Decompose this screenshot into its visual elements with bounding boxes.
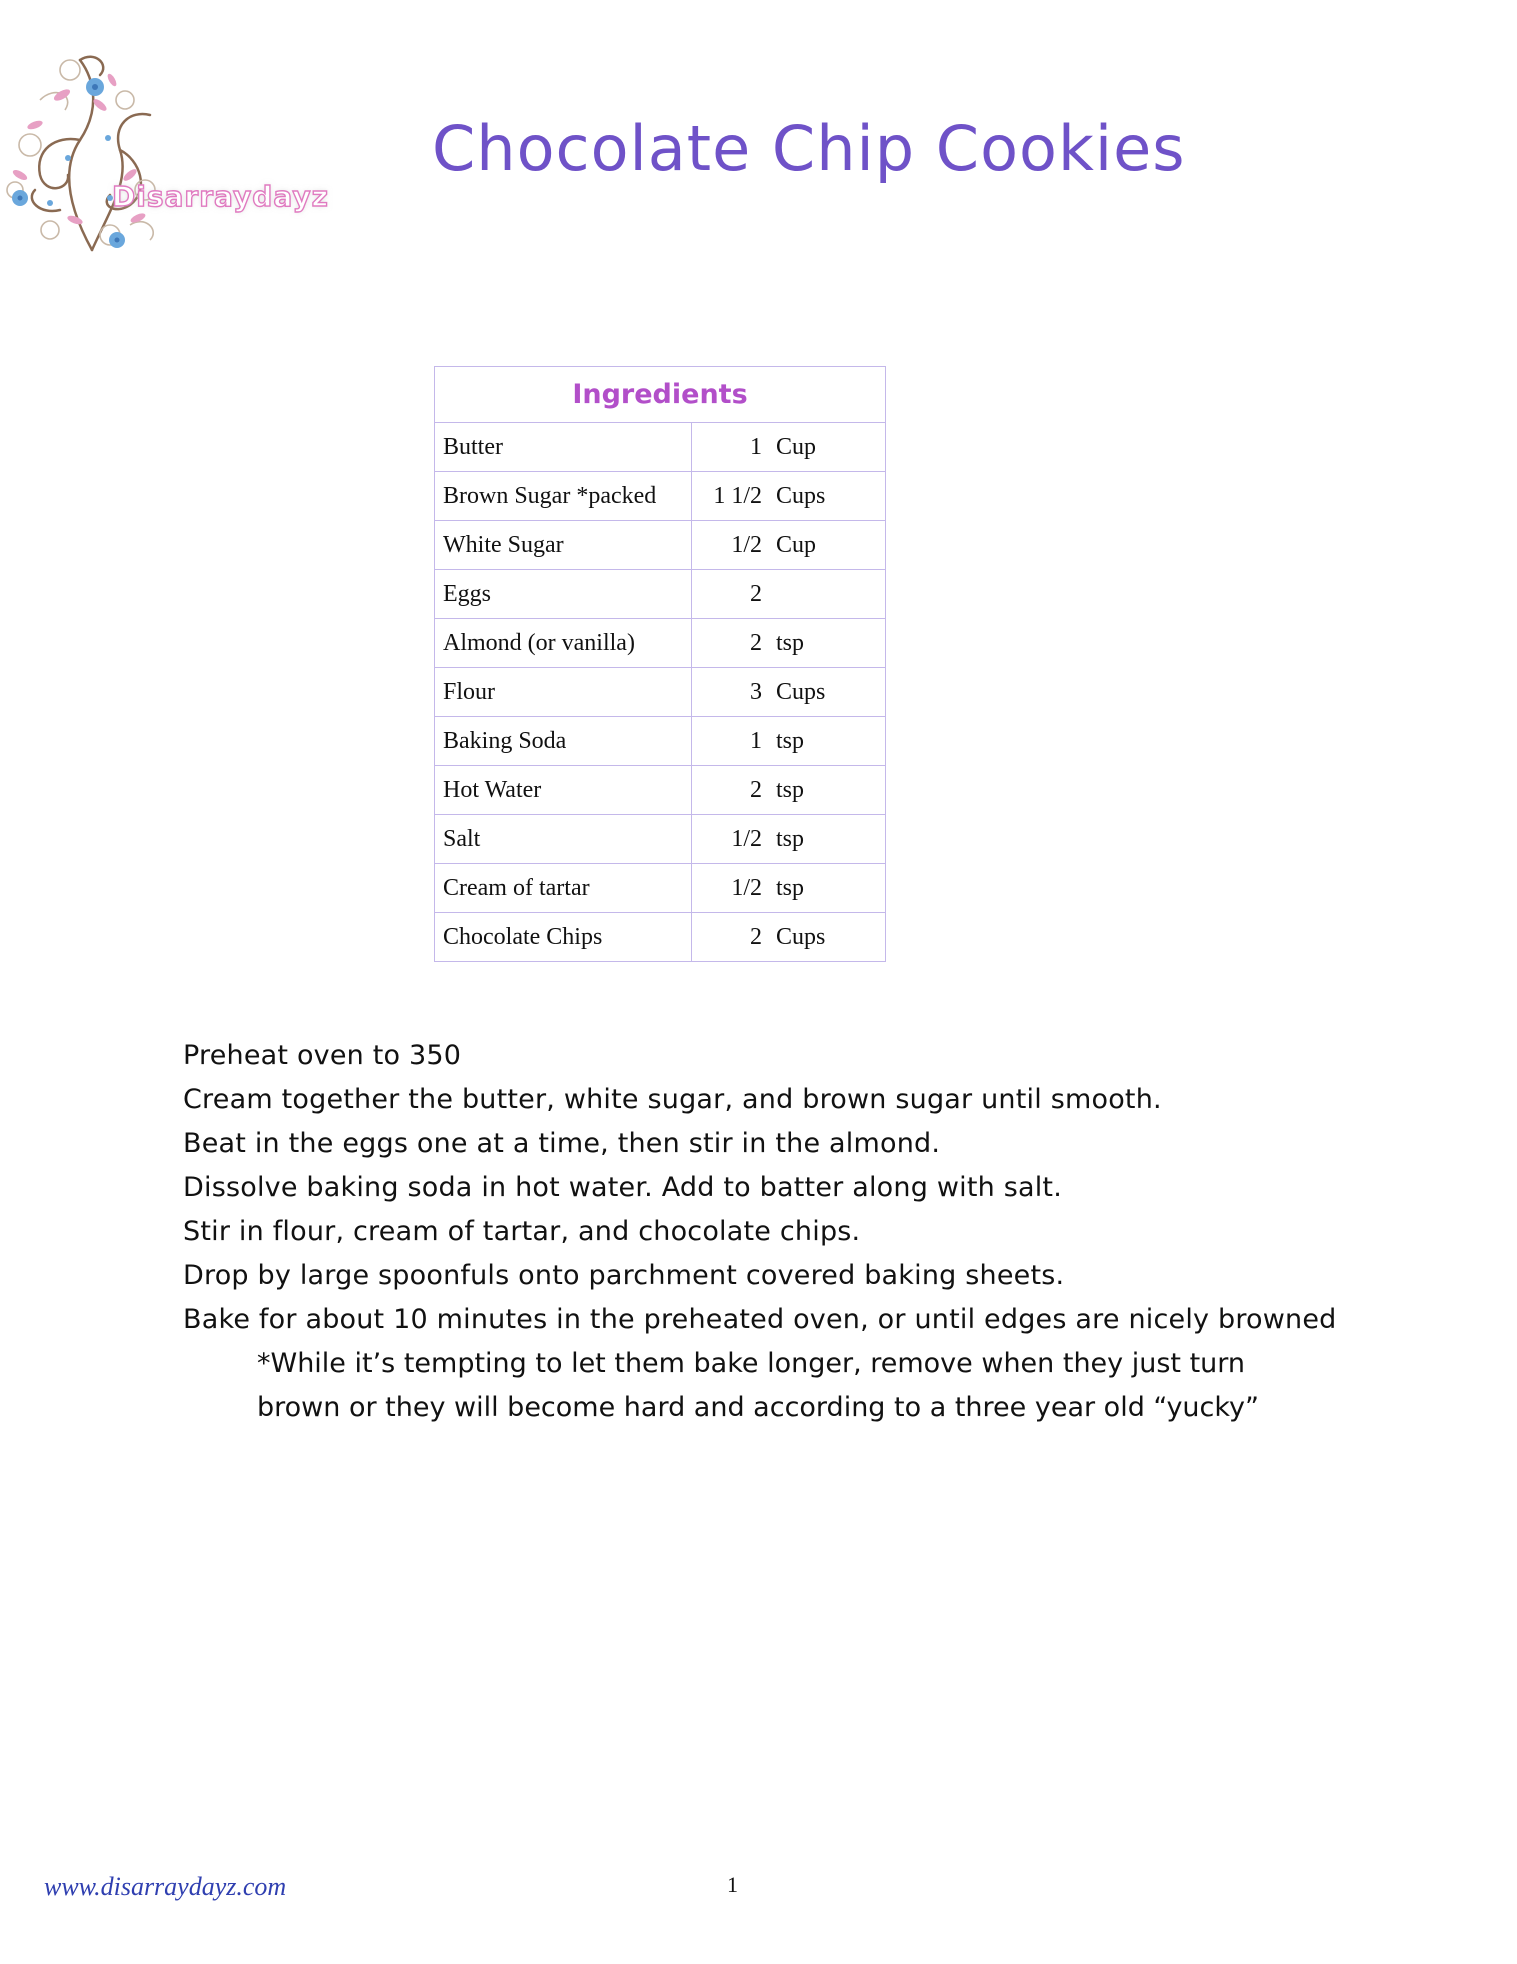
ingredient-name: Salt bbox=[435, 815, 692, 864]
ingredient-name: Almond (or vanilla) bbox=[435, 619, 692, 668]
ingredients-table bbox=[434, 366, 886, 962]
ingredients-body bbox=[435, 423, 886, 962]
ingredient-unit: Cups bbox=[776, 678, 826, 705]
ingredient-amount: 2 bbox=[750, 580, 762, 607]
page-title: Chocolate Chip Cookies bbox=[432, 112, 1186, 185]
ingredient-quantity bbox=[692, 472, 886, 521]
ingredient-unit: tsp bbox=[776, 825, 805, 852]
ingredient-quantity bbox=[692, 619, 886, 668]
ingredient-unit: tsp bbox=[776, 874, 805, 901]
ingredient-name: Eggs bbox=[435, 570, 692, 619]
instruction-step: Beat in the eggs one at a time, then stir in the almond. bbox=[183, 1128, 941, 1159]
ingredient-unit: Cups bbox=[776, 482, 826, 509]
ingredient-row bbox=[435, 766, 886, 815]
ingredient-name: Butter bbox=[435, 423, 692, 472]
instruction-step: Drop by large spoonfuls onto parchment covered baking sheets. bbox=[183, 1260, 1065, 1291]
instruction-step: Stir in flour, cream of tartar, and chocolate chips. bbox=[183, 1216, 861, 1247]
ingredient-row bbox=[435, 717, 886, 766]
ingredient-quantity bbox=[692, 864, 886, 913]
ingredient-unit: Cup bbox=[776, 531, 817, 558]
ingredient-quantity bbox=[692, 766, 886, 815]
ingredient-amount: 2 bbox=[750, 629, 762, 656]
page-number: 1 bbox=[727, 1872, 738, 1897]
ingredient-row bbox=[435, 570, 886, 619]
instruction-steps bbox=[183, 1034, 1483, 1342]
ingredient-row bbox=[435, 472, 886, 521]
ingredient-amount: 1 bbox=[750, 433, 762, 460]
logo-text: Disarraydayz bbox=[112, 180, 329, 213]
instruction-step: Bake for about 10 minutes in the preheated oven, or until edges are nicely browned bbox=[183, 1304, 1337, 1335]
ingredient-amount: 3 bbox=[750, 678, 762, 705]
ingredient-unit: tsp bbox=[776, 727, 805, 754]
ingredient-quantity bbox=[692, 913, 886, 962]
instruction-step: Dissolve baking soda in hot water. Add to batter along with salt. bbox=[183, 1172, 1062, 1203]
ingredient-quantity bbox=[692, 570, 886, 619]
note-line: brown or they will become hard and according to a three year old “yucky” bbox=[257, 1392, 1260, 1423]
note-line: *While it’s tempting to let them bake longer, remove when they just turn bbox=[257, 1348, 1246, 1379]
instructions bbox=[183, 1034, 1483, 1430]
ingredient-amount: 2 bbox=[750, 923, 762, 950]
ingredient-unit: Cups bbox=[776, 923, 826, 950]
ingredient-row bbox=[435, 423, 886, 472]
ingredient-name: Cream of tartar bbox=[435, 864, 692, 913]
ingredient-amount: 1 1/2 bbox=[713, 482, 762, 509]
ingredients-header-row bbox=[435, 367, 886, 423]
ingredient-name: Hot Water bbox=[435, 766, 692, 815]
ingredient-name: White Sugar bbox=[435, 521, 692, 570]
ingredient-name: Baking Soda bbox=[435, 717, 692, 766]
baking-note bbox=[183, 1342, 1483, 1430]
ingredient-name: Brown Sugar *packed bbox=[435, 472, 692, 521]
disarraydayz-logo bbox=[0, 40, 350, 255]
instruction-step: Cream together the butter, white sugar, and brown sugar until smooth. bbox=[183, 1084, 1162, 1115]
ingredient-row bbox=[435, 619, 886, 668]
ingredient-name: Flour bbox=[435, 668, 692, 717]
ingredient-unit: tsp bbox=[776, 629, 805, 656]
ingredient-amount: 1/2 bbox=[731, 825, 762, 852]
instruction-step: Preheat oven to 350 bbox=[183, 1040, 462, 1071]
ingredient-row bbox=[435, 913, 886, 962]
ingredient-unit: tsp bbox=[776, 776, 805, 803]
ingredient-unit: Cup bbox=[776, 433, 817, 460]
ingredient-amount: 1/2 bbox=[731, 874, 762, 901]
ingredient-row bbox=[435, 521, 886, 570]
ingredient-quantity bbox=[692, 815, 886, 864]
ingredient-row bbox=[435, 864, 886, 913]
ingredient-quantity bbox=[692, 668, 886, 717]
ingredient-amount: 1 bbox=[750, 727, 762, 754]
ingredient-name: Chocolate Chips bbox=[435, 913, 692, 962]
ingredient-quantity bbox=[692, 521, 886, 570]
website-link[interactable]: www.disarraydayz.com bbox=[44, 1872, 287, 1901]
ingredient-quantity bbox=[692, 423, 886, 472]
ingredient-amount: 2 bbox=[750, 776, 762, 803]
ingredient-row bbox=[435, 815, 886, 864]
floral-swirl-icon bbox=[0, 40, 350, 255]
ingredients-header: Ingredients bbox=[435, 367, 886, 423]
ingredient-quantity bbox=[692, 717, 886, 766]
ingredient-row bbox=[435, 668, 886, 717]
ingredient-amount: 1/2 bbox=[731, 531, 762, 558]
